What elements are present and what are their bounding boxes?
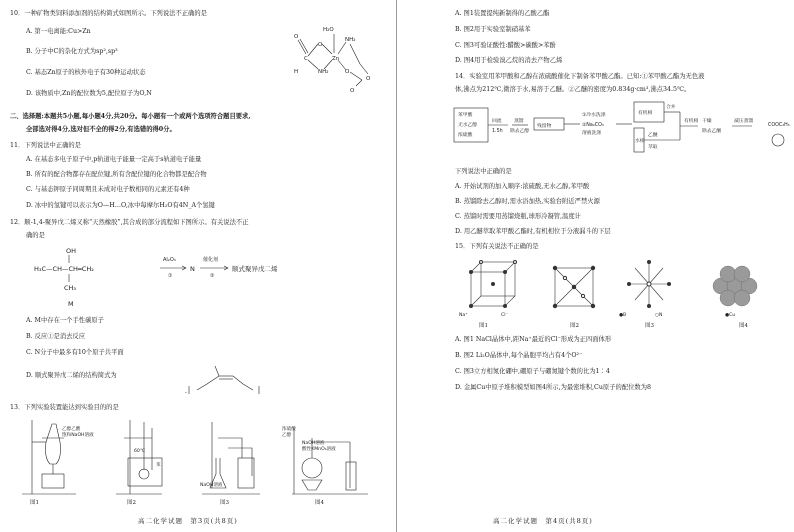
zn-label: Zn bbox=[332, 56, 340, 62]
flow-remove-ether: 除去乙醚 bbox=[702, 129, 722, 134]
flow-wash-2: ②Na₂CO₃ bbox=[582, 123, 604, 128]
q11-option-d: D. 冰中的氢键可以表示为O—H…O,冰中每摩尔H₂O有4N_A个氢键 bbox=[26, 202, 215, 209]
q13-caption-3: 图3 bbox=[220, 500, 229, 506]
q15-caption-3: 图3 bbox=[645, 323, 654, 329]
fig2-temp-label: 60℃ bbox=[134, 449, 146, 454]
q13-caption-1: 图1 bbox=[30, 500, 39, 506]
q11-option-a: A. 在基态多电子原子中,p轨道电子能量一定高于s轨道电子能量 bbox=[26, 156, 202, 163]
q13-option-d: D. 图4用于检验溴乙烷的消去产物乙烯 bbox=[455, 57, 563, 64]
zn-complex-structure bbox=[290, 24, 380, 94]
m-chain-formula: H₃C—CH—CH═CH₂ bbox=[34, 265, 94, 273]
q15-option-d: D. 金属Cu中原子堆积模型如图4所示,为最密堆积,Cu原子的配位数为8 bbox=[455, 384, 652, 391]
step-2-label: ② bbox=[210, 273, 215, 279]
flow-dry: 干燥 bbox=[702, 119, 712, 124]
fig4-kmno4-label: 酸性KMnO₄溶液 bbox=[302, 447, 336, 452]
q15-caption-1: 图1 bbox=[479, 323, 488, 329]
fig4-naoh-label: NaOH溶液 bbox=[302, 441, 325, 446]
q15-caption-4: 图4 bbox=[739, 323, 748, 329]
flow-residue: 残留物 bbox=[537, 124, 552, 129]
svg-text:-: - bbox=[185, 390, 187, 396]
flow-product-formula: COOC₂H₅ bbox=[768, 123, 790, 128]
right-page bbox=[397, 0, 794, 532]
o-label-1: O bbox=[318, 42, 323, 48]
q14-stem-2: 体,沸点为212℃,微溶于水,易溶于乙醚。②乙醚的密度为0.834g·cm³,沸点34.5℃。 bbox=[455, 86, 691, 93]
q10-option-c: C. 基态Zn原子的核外电子有30种运动状态 bbox=[26, 69, 146, 76]
q12-stem-1: 12．顺-1,4-聚异戊二烯又称“天然橡胶”,其合成的部分流程如下图所示。有关说法不正 bbox=[10, 219, 249, 226]
q12-option-c: C. N分子中最多有10个原子共平面 bbox=[26, 349, 124, 356]
boron-legend: ●B bbox=[619, 313, 627, 318]
fig2-benzene-label: 苯 bbox=[156, 463, 161, 468]
q15-option-c: C. 图3立方相氮化硼中,硼原子与硼氮键个数的比为1∶4 bbox=[455, 368, 610, 375]
o-label-2: O bbox=[345, 69, 350, 75]
flow-time: 1.5h bbox=[492, 129, 503, 134]
na-ion-label: Na⁺ bbox=[459, 313, 468, 318]
flow-distill: 蒸馏 bbox=[514, 119, 524, 124]
c-label: C bbox=[304, 56, 308, 62]
catalyst-label: 催化剂 bbox=[203, 257, 219, 263]
polyisoprene-structure bbox=[175, 360, 265, 396]
flow-extract: 萃取 bbox=[648, 145, 658, 150]
flow-vacuum-distill: 减压蒸馏 bbox=[734, 119, 754, 124]
flow-sulfuric-acid: 浓硫酸 bbox=[458, 133, 473, 138]
q10-stem: 10．一种矿物类饲料添加剂的结构简式如图所示。下列说法不正确的是 bbox=[10, 10, 207, 17]
right-footer: 高二化学试题 第4页(共8页) bbox=[493, 517, 593, 525]
q11-option-c: C. 与基态钾原子同周期且未成对电子数相同的元素还有4种 bbox=[26, 186, 190, 193]
flow-wash-3: 溶液洗涤 bbox=[582, 131, 602, 136]
step-1-label: ① bbox=[168, 273, 173, 279]
q14-option-c: C. 蒸馏时需要用蒸馏烧瓶,球形冷凝管,温度计 bbox=[455, 213, 581, 220]
q13-option-a: A. 图1装置提纯新制得的乙酸乙酯 bbox=[455, 10, 550, 17]
left-footer: 高二化学试题 第3页(共8页) bbox=[138, 517, 238, 525]
fig3-naoh-label: NaOH溶液 bbox=[200, 483, 223, 488]
flow-combine: 合并 bbox=[666, 105, 676, 110]
copper-legend: ●Cu bbox=[725, 313, 736, 318]
q13-option-c: C. 图3可验证酸性:醋酸>碳酸>苯酚 bbox=[455, 42, 556, 49]
q12-option-a: A. M中存在一个手性碳原子 bbox=[26, 317, 104, 324]
q10-option-b: B. 分子中C的杂化方式为sp²,sp³ bbox=[26, 48, 118, 55]
q15-crystal-figures bbox=[459, 256, 779, 318]
flow-remove-ethanol: 除去乙醇 bbox=[510, 129, 530, 134]
n-label: N bbox=[190, 265, 195, 273]
q11-option-b: B. 所有的配合物都存在配位键,所有含配位键的化合物都是配合物 bbox=[26, 171, 207, 178]
q13-option-b: B. 图2用于实验室制硝基苯 bbox=[455, 26, 531, 33]
flow-organic-phase-2: 有机相 bbox=[684, 119, 699, 124]
q15-stem: 15．下列有关说法不正确的是 bbox=[455, 243, 539, 250]
h-label: H bbox=[294, 69, 299, 75]
section2-line-1: 二、选择题:本题共5小题,每小题4分,共20分。每小题有一个或两个选项符合题目要求, bbox=[10, 113, 251, 120]
water-label: H₂O bbox=[323, 27, 334, 33]
flow-reflux: 回流 bbox=[492, 119, 502, 124]
q14-question: 下列说法中正确的是 bbox=[455, 168, 512, 175]
flow-aqueous-phase: 水相 bbox=[635, 139, 645, 144]
nitrogen-legend: ○N bbox=[655, 313, 663, 318]
q14-stem-1: 14．实验室用苯甲酸和乙醇在浓硫酸催化下制备苯甲酸乙酯。已知:①苯甲酸乙酯为无色液 bbox=[455, 73, 705, 80]
q10-option-d: D. 该物质中,Zn的配位数为5,配位原子为O,N bbox=[26, 90, 152, 97]
q15-option-a: A. 图1 NaCl晶体中,距Na⁺最近的Cl⁻形成为正四面体形 bbox=[455, 336, 612, 343]
fig4-acid-label: 浓硫酸 bbox=[282, 427, 296, 432]
amine-label-1: NH₂ bbox=[345, 37, 356, 43]
q15-caption-2: 图2 bbox=[570, 323, 579, 329]
flow-benzoic-acid: 苯甲酸 bbox=[458, 113, 473, 118]
q12-option-d: D. 顺式聚异戊二烯的结构简式为 bbox=[26, 372, 117, 379]
amine-label-2: NH₂ bbox=[318, 69, 329, 75]
fig4-ethanol-label: 乙醇 bbox=[282, 433, 292, 438]
reagent-al2o3: Al₂O₃ bbox=[163, 257, 176, 263]
fig1-label-2: 饱和NaOH溶液 bbox=[62, 433, 94, 438]
q13-stem: 13．下列实验装置能达到实验目的的是 bbox=[10, 404, 119, 411]
flow-wash-1: ①冷水洗涤 bbox=[582, 113, 606, 118]
q14-option-a: A. 开始试剂的加入顺序:浓硫酸,无水乙醇,苯甲酸 bbox=[455, 183, 590, 190]
q13-apparatus-figures bbox=[12, 418, 372, 500]
product-label: 顺式聚异戊二烯 bbox=[232, 265, 278, 273]
flow-organic-phase: 有机相 bbox=[638, 111, 653, 116]
q14-option-b: B. 蒸馏除去乙醇时,需水浴加热,实验台附近严禁火源 bbox=[455, 198, 600, 205]
q13-caption-2: 图2 bbox=[127, 500, 136, 506]
q15-option-b: B. 图2 Li₂O晶体中,每个晶胞平均占有4个O²⁻ bbox=[455, 352, 583, 359]
oh-label: OH bbox=[66, 247, 77, 255]
q14-flowchart bbox=[452, 98, 792, 158]
section2-line-2: 全部选对得4分,选对但不全的得2分,有选错的得0分。 bbox=[26, 126, 176, 133]
fig1-label-1: 乙醇乙酸 bbox=[62, 427, 81, 432]
o-label-3: O bbox=[366, 76, 371, 82]
flow-ether: 乙醚 bbox=[648, 133, 658, 138]
cl-ion-label: Cl⁻ bbox=[501, 313, 508, 318]
carbonyl-o-1: O bbox=[294, 34, 299, 40]
q10-option-a: A. 第一电离能:Cu>Zn bbox=[26, 28, 91, 35]
q12-reaction-scheme bbox=[30, 244, 310, 310]
q11-stem: 11．下列说法中正确的是 bbox=[10, 142, 81, 149]
m-label: M bbox=[68, 300, 74, 308]
q14-option-d: D. 用乙醚萃取苯甲酸乙酯时,有机相位于分液漏斗的下层 bbox=[455, 228, 611, 235]
ch3-label: CH₃ bbox=[64, 284, 77, 292]
q13-caption-4: 图4 bbox=[315, 500, 324, 506]
q12-option-b: B. 反应①是消去反应 bbox=[26, 333, 86, 340]
carbonyl-o-2: O bbox=[350, 88, 355, 94]
flow-ethanol: 无水乙醇 bbox=[458, 123, 478, 128]
q12-stem-2: 确的是 bbox=[26, 232, 45, 239]
